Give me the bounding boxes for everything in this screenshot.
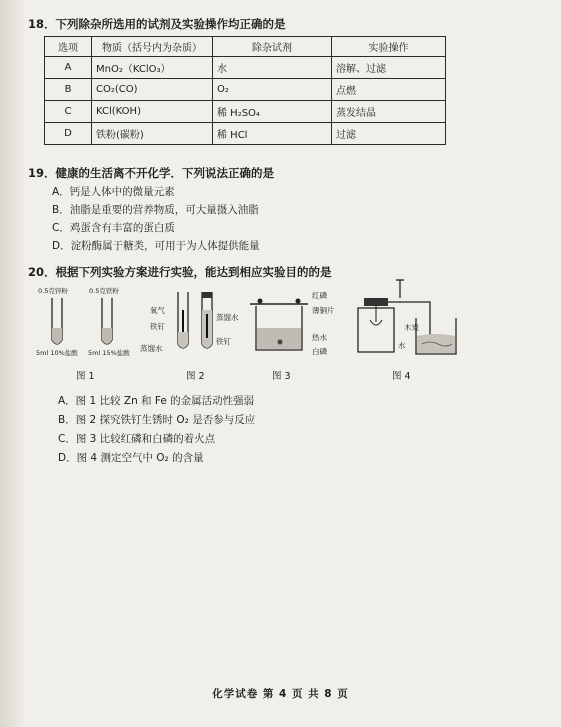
table-row [45,101,446,123]
fig1-test-tubes [40,296,140,352]
fig3-beaker [250,292,310,356]
table-cell: CO₂(CO) [92,79,213,101]
table-cell: 点燃 [332,79,446,101]
header-cell: 除杂试剂 [213,37,332,57]
table-cell: 溶解、过滤 [332,57,446,79]
table-cell: C [45,101,92,123]
q19-option-d: D．淀粉酶属于糖类，可用于为人体提供能量 [52,240,260,252]
table-cell: 铁粉(碳粉) [92,123,213,145]
fig3-label-red-p: 红磷 [312,291,327,300]
fig2-label-nail-left: 铁钉 [150,322,165,331]
table-cell: B [45,79,92,101]
fig1-label-zinc: 0.5克锌粉 [38,287,68,295]
q20-option-d: D．图 4 测定空气中 O₂ 的含量 [58,452,204,464]
q19-option-a: A．钙是人体中的微量元素 [52,186,175,198]
fig4-caption: 图 4 [392,371,411,382]
fig2-caption: 图 2 [186,371,205,382]
fig2-test-tubes [172,290,222,354]
fig2-label-oxygen: 氧气 [150,306,165,315]
header-cell: 选项 [45,37,92,57]
q18-title: 18．下列除杂所选用的试剂及实验操作均正确的是 [28,17,286,31]
q20-title: 20．根据下列实验方案进行实验，能达到相应实验目的的是 [28,265,332,279]
table-cell: O₂ [213,79,332,101]
fig1-caption: 图 1 [76,371,95,382]
table-cell: 蒸发结晶 [332,101,446,123]
q19-title: 19．健康的生活离不开化学．下列说法正确的是 [28,166,275,180]
q20-option-b: B．图 2 探究铁钉生锈时 O₂ 是否参与反应 [58,414,256,426]
table-row [45,57,446,79]
q18-table [44,36,446,145]
fig3-label-white-p: 白磷 [312,347,327,356]
scan-shadow [0,0,26,727]
fig2-label-water-left: 蒸馏水 [140,344,163,353]
fig2-label-nail-right: 铁钉 [216,337,231,346]
fig4-label-charcoal: 木炭 [404,323,419,332]
table-row [45,123,446,145]
table-cell: 稀 H₂SO₄ [213,101,332,123]
q20-option-a: A．图 1 比较 Zn 和 Fe 的金属活动性强弱 [58,395,255,407]
table-cell: MnO₂（KClO₃） [92,57,213,79]
fig3-label-cu-sheet: 薄铜片 [312,306,335,315]
fig1-label-iron: 0.5克铁粉 [89,287,119,295]
header-cell: 实验操作 [332,37,446,57]
table-cell: D [45,123,92,145]
table-cell: 过滤 [332,123,446,145]
q20-option-c: C．图 3 比较红磷和白磷的着火点 [58,433,216,445]
page-footer: 化学试卷 第 4 页 共 8 页 [212,688,349,700]
q19-option-b: B．油脂是重要的营养物质，可大量摄入油脂 [52,204,259,216]
header-cell: 物质（括号内为杂质） [92,37,213,57]
table-cell: A [45,57,92,79]
table-header-row [45,37,446,57]
fig4-label-water: 水 [398,341,406,350]
fig3-caption: 图 3 [272,371,291,382]
table-cell: 水 [213,57,332,79]
table-cell: KCl(KOH) [92,101,213,123]
table-row [45,79,446,101]
q19-option-c: C．鸡蛋含有丰富的蛋白质 [52,222,175,234]
fig1-label-acid-15: 5ml 15%盐酸 [88,349,130,357]
fig3-label-hot-water: 热水 [312,333,327,342]
fig1-label-acid-10: 5ml 10%盐酸 [36,349,78,357]
fig2-label-water-right: 蒸馏水 [216,313,239,322]
fig4-apparatus [350,278,462,358]
table-cell: 稀 HCl [213,123,332,145]
